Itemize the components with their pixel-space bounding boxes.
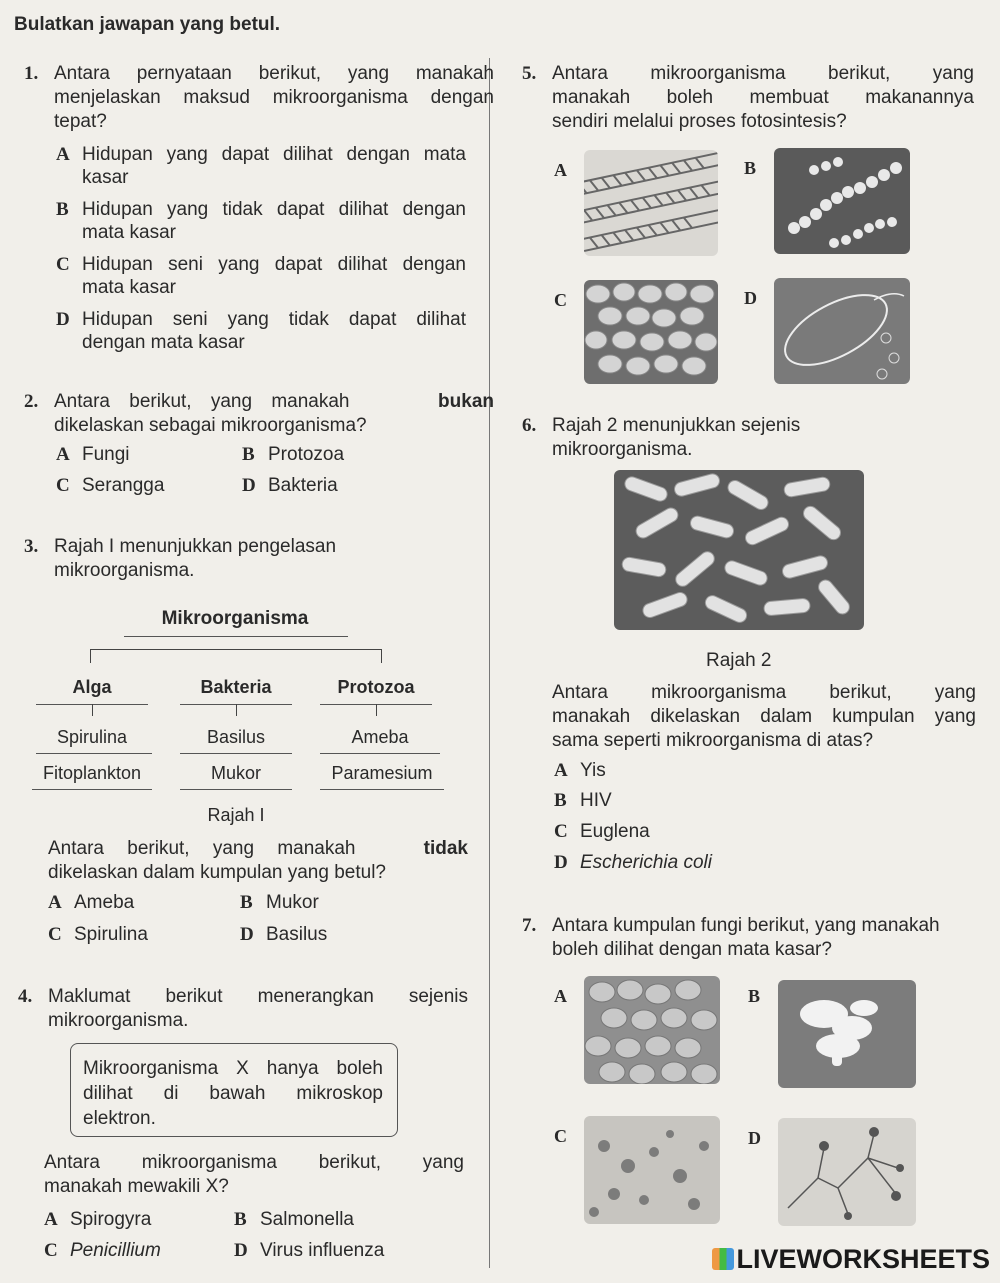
- image-label-c[interactable]: C: [554, 290, 567, 310]
- option-text: mata kasar: [82, 222, 176, 243]
- option-letter: C: [56, 475, 70, 496]
- question-text-line: dikelaskan sebagai mikroorganisma?: [54, 415, 367, 436]
- option-text: Hidupan yang dapat dilihat dengan mata: [82, 144, 466, 165]
- option-text: Yis: [580, 760, 606, 781]
- info-box-line: Mikroorganisma X hanya boleh: [83, 1058, 383, 1079]
- option-letter: D: [554, 852, 568, 873]
- tree-item: Ameba: [351, 727, 409, 747]
- option-b[interactable]: [240, 891, 319, 914]
- option-a[interactable]: [56, 143, 474, 189]
- option-a[interactable]: [48, 891, 134, 914]
- option-c[interactable]: [56, 253, 474, 299]
- option-c[interactable]: [44, 1239, 161, 1262]
- image-option-c[interactable]: [584, 1116, 720, 1224]
- option-text: Ameba: [74, 892, 135, 913]
- option-letter: B: [56, 199, 69, 220]
- option-text: Salmonella: [260, 1209, 354, 1230]
- option-letter: A: [56, 144, 70, 165]
- question-number: 5.: [522, 63, 537, 84]
- question-text-line: Antara pernyataan berikut, yang manakah: [54, 63, 494, 84]
- question-text-line: tepat?: [54, 111, 107, 132]
- option-text: Fungi: [82, 444, 130, 465]
- option-c[interactable]: [554, 820, 650, 843]
- option-a[interactable]: [56, 443, 130, 466]
- question-text-line: manakah boleh membuat makanannya: [552, 87, 974, 108]
- option-text: Hidupan yang tidak dapat dilihat dengan: [82, 199, 466, 220]
- info-box-line: dilihat di bawah mikroskop: [83, 1083, 383, 1104]
- image-option-b[interactable]: [774, 148, 910, 254]
- image-label-d[interactable]: D: [748, 1128, 761, 1148]
- option-d[interactable]: [554, 851, 712, 874]
- question-number: 3.: [24, 536, 39, 557]
- option-d[interactable]: [56, 308, 474, 354]
- question-number: 4.: [18, 986, 33, 1007]
- option-text: Virus influenza: [260, 1240, 385, 1261]
- option-text: Hidupan seni yang dapat dilihat dengan: [82, 254, 466, 275]
- option-letter: D: [234, 1240, 248, 1261]
- option-text: Spirulina: [74, 924, 148, 945]
- image-option-a[interactable]: [584, 150, 718, 256]
- tree-branch: [90, 649, 91, 663]
- tree-branch: [92, 704, 93, 716]
- question-text-line: Maklumat berikut menerangkan sejenis: [48, 986, 468, 1007]
- option-letter: A: [48, 892, 62, 913]
- yeast-colony-image: [584, 976, 720, 1084]
- option-a[interactable]: [554, 759, 606, 782]
- tree-item: Paramesium: [331, 763, 433, 783]
- tree-item: Spirulina: [56, 727, 128, 747]
- instruction-title: Bulatkan jawapan yang betul.: [14, 14, 281, 35]
- underline: [32, 789, 152, 790]
- option-b[interactable]: [56, 198, 474, 244]
- option-text: kasar: [82, 167, 129, 188]
- option-text: Mukor: [266, 892, 319, 913]
- option-letter: B: [240, 892, 253, 913]
- option-letter: D: [240, 924, 254, 945]
- image-option-d[interactable]: [778, 1118, 916, 1226]
- question-text-line: Antara berikut, yang manakah: [48, 838, 356, 859]
- question-text-line: Rajah 2 menunjukkan sejenis: [552, 415, 801, 436]
- option-text: Euglena: [580, 821, 650, 842]
- question-text-line: menjelaskan maksud mikroorganisma dengan: [54, 87, 494, 108]
- question-text-line: Antara kumpulan fungi berikut, yang manakah: [552, 915, 940, 936]
- question-number: 2.: [24, 391, 39, 412]
- option-letter: D: [56, 309, 70, 330]
- group-alga: Alga: [72, 677, 112, 697]
- option-d[interactable]: [234, 1239, 384, 1262]
- option-d[interactable]: [240, 923, 327, 946]
- euglena-image: [774, 278, 910, 384]
- option-letter: C: [554, 821, 568, 842]
- option-text: HIV: [580, 790, 612, 811]
- option-letter: B: [234, 1209, 247, 1230]
- question-text-line: boleh dilihat dengan mata kasar?: [552, 939, 832, 960]
- bacteria-figure: [614, 470, 864, 630]
- question-text-line: dikelaskan dalam kumpulan yang betul?: [48, 862, 386, 883]
- column-divider: [489, 58, 490, 1268]
- option-text: Spirogyra: [70, 1209, 152, 1230]
- option-text: Penicillium: [70, 1240, 161, 1261]
- tree-item: Fitoplankton: [42, 763, 142, 783]
- underline: [180, 753, 292, 754]
- question-6-prompt: [552, 681, 976, 753]
- image-option-d[interactable]: [774, 278, 910, 384]
- option-text: Basilus: [266, 924, 328, 945]
- underline: [320, 789, 444, 790]
- option-text: Escherichia coli: [580, 852, 712, 873]
- question-text-line: Antara berikut, yang manakah: [54, 391, 350, 412]
- question-text-line: manakah dikelaskan dalam kumpulan yang: [552, 706, 976, 727]
- rod-bacteria-image: [614, 470, 864, 630]
- option-letter: A: [44, 1209, 58, 1230]
- option-c[interactable]: [48, 923, 148, 946]
- option-text: Protozoa: [268, 444, 345, 465]
- image-label-a[interactable]: A: [554, 986, 567, 1006]
- option-letter: C: [48, 924, 62, 945]
- underline: [320, 753, 440, 754]
- logo-icon: [712, 1248, 734, 1270]
- underline: [36, 753, 152, 754]
- mushroom-image: [778, 980, 916, 1088]
- question-text-line: sendiri melalui proses fotosintesis?: [552, 111, 847, 132]
- option-a[interactable]: [44, 1208, 151, 1231]
- underline: [124, 636, 348, 637]
- option-letter: C: [56, 254, 70, 275]
- figure-caption: Rajah 2: [706, 650, 772, 671]
- bread-mould-image: [584, 1116, 720, 1224]
- option-b[interactable]: [242, 443, 344, 466]
- question-number: 7.: [522, 915, 537, 936]
- figure-caption: Rajah I: [207, 805, 265, 825]
- group-protozoa: Protozoa: [337, 677, 415, 697]
- tree-branch: [236, 704, 237, 716]
- image-label-b[interactable]: B: [744, 158, 757, 178]
- question-text-line: mikroorganisma.: [54, 560, 195, 581]
- yeast-image: [584, 280, 718, 384]
- option-text: Hidupan seni yang tidak dapat dilihat: [82, 309, 466, 330]
- question-number: 1.: [24, 63, 39, 84]
- tree-root: Mikroorganisma: [161, 608, 309, 629]
- tree-branch: [90, 649, 382, 650]
- option-d[interactable]: [242, 474, 338, 497]
- question-text-line: Antara mikroorganisma berikut, yang: [552, 682, 976, 703]
- question-text-line: mikroorganisma.: [48, 1010, 189, 1031]
- option-letter: A: [56, 444, 70, 465]
- emphasis-word: tidak: [423, 838, 468, 859]
- question-text-line: sama seperti mikroorganisma di atas?: [552, 730, 874, 751]
- option-text: dengan mata kasar: [82, 332, 245, 353]
- group-bakteria: Bakteria: [200, 677, 272, 697]
- emphasis-word: bukan: [438, 391, 494, 412]
- option-c[interactable]: [56, 474, 164, 497]
- streptococcus-image: [774, 148, 910, 254]
- question-text-line: mikroorganisma.: [552, 439, 693, 460]
- image-label-b[interactable]: B: [748, 986, 761, 1006]
- spirogyra-image: [584, 150, 718, 256]
- option-b[interactable]: [554, 789, 612, 812]
- tree-branch: [381, 649, 382, 663]
- underline: [180, 789, 292, 790]
- option-letter: A: [554, 760, 568, 781]
- option-b[interactable]: [234, 1208, 354, 1231]
- image-label-c[interactable]: C: [554, 1126, 567, 1146]
- option-letter: C: [44, 1240, 58, 1261]
- image-label-d[interactable]: D: [744, 288, 757, 308]
- question-3-prompt: [48, 837, 468, 885]
- image-option-b[interactable]: [778, 980, 916, 1088]
- mould-hyphae-image: [778, 1118, 916, 1226]
- image-option-a[interactable]: [584, 976, 720, 1084]
- option-text: Bakteria: [268, 475, 338, 496]
- image-option-c[interactable]: [584, 280, 718, 384]
- question-text-line: Antara mikroorganisma berikut, yang: [552, 63, 974, 84]
- info-box-line: elektron.: [83, 1108, 156, 1129]
- tree-item: Mukor: [210, 763, 261, 783]
- tree-item: Basilus: [206, 727, 266, 747]
- liveworksheets-logo: [712, 1244, 990, 1275]
- info-box: [70, 1043, 398, 1137]
- question-4-prompt: [44, 1151, 464, 1199]
- image-label-a[interactable]: A: [554, 160, 567, 180]
- option-letter: B: [242, 444, 255, 465]
- question-number: 6.: [522, 415, 537, 436]
- option-letter: B: [554, 790, 567, 811]
- option-text: Serangga: [82, 475, 165, 496]
- question-text-line: Rajah I menunjukkan pengelasan: [54, 536, 337, 557]
- option-text: mata kasar: [82, 277, 176, 298]
- question-text-line: manakah mewakili X?: [44, 1176, 229, 1197]
- tree-branch: [376, 704, 377, 716]
- question-text-line: Antara mikroorganisma berikut, yang: [44, 1152, 464, 1173]
- option-letter: D: [242, 475, 256, 496]
- logo-text: LIVEWORKSHEETS: [736, 1244, 990, 1274]
